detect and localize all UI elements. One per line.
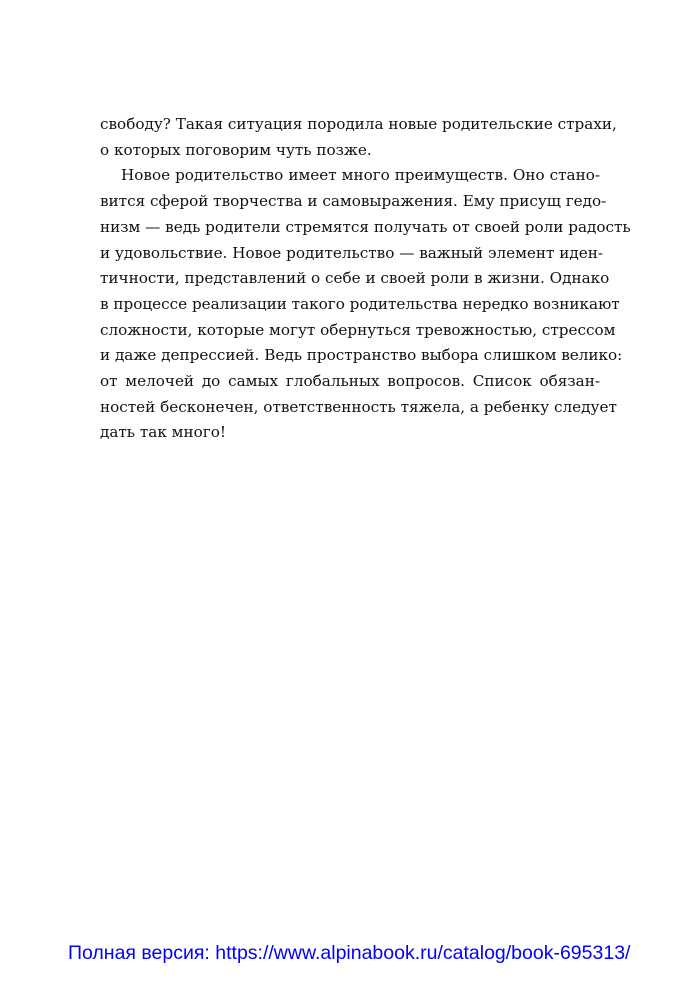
text-line: тичности, представлений о себе и своей роли в жизни. Однако [100, 269, 610, 288]
text-line: о которых поговорим чуть позже. [100, 140, 372, 159]
text-line: ностей бесконечен, ответственность тяжела, а ребенку следует [100, 397, 617, 416]
paragraph [100, 112, 617, 163]
text-line: и удовольствие. Новое родительство — важный элемент иден- [100, 243, 603, 262]
text-line: свободу? Такая ситуация породила новые родительские страхи, [100, 115, 617, 133]
text-line: Новое родительство имеет много преимуществ. Оно стано- [121, 166, 600, 185]
text-line: дать так много! [100, 423, 226, 442]
paragraph [100, 163, 631, 446]
text-line: вится сферой творчества и самовыражения. Ему присущ гедо- [100, 192, 607, 211]
text-line: низм — ведь родители стремятся получать от своей роли радость [100, 217, 631, 236]
text-line: и даже депрессией. Ведь пространство выбора слишком велико: [100, 346, 623, 365]
full-version-link[interactable]: Полная версия: https://www.alpinabook.ru/catalog/book-695313/ [68, 942, 631, 964]
text-line: в процессе реализации такого родительства нередко возникают [100, 294, 620, 313]
body-text [100, 112, 631, 446]
text-line: от мелочей до самых глобальных вопросов. Список обязан- [100, 372, 600, 391]
text-line: сложности, которые могут обернуться тревожностью, стрессом [100, 320, 616, 339]
